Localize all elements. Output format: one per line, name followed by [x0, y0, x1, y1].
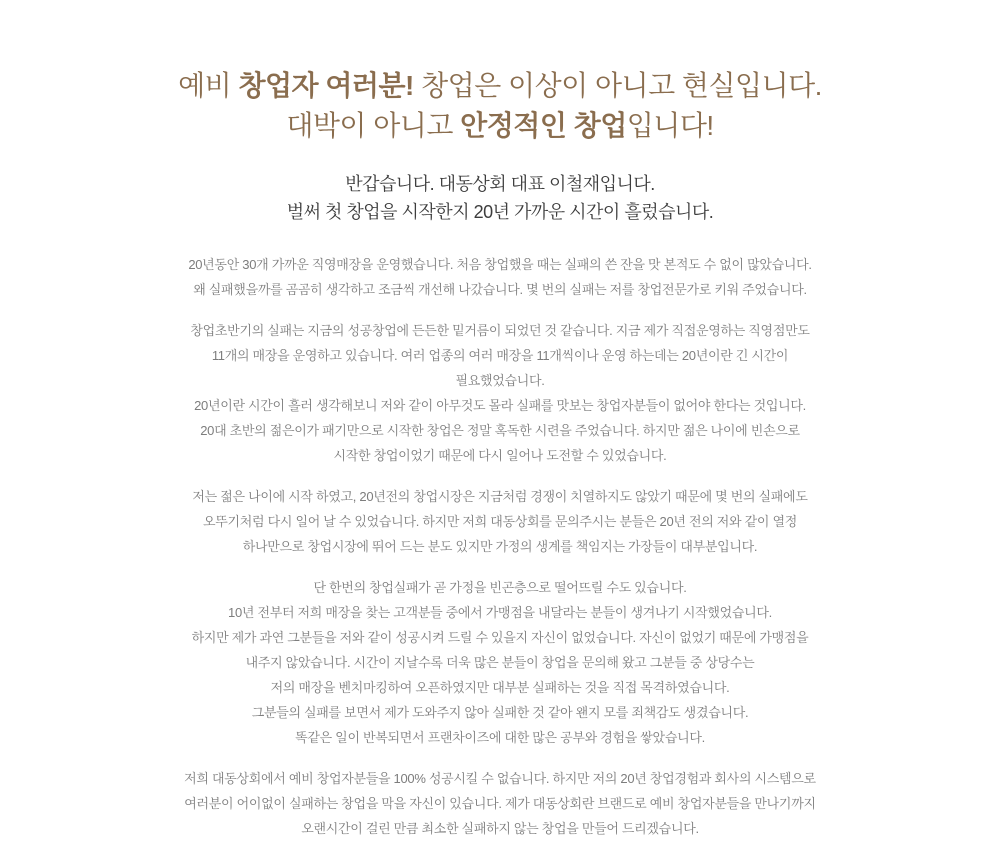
paragraph-line: 오랜시간이 걸린 만큼 최소한 실패하지 않는 창업을 만들어 드리겠습니다.	[301, 821, 699, 836]
paragraph-line: 20년이란 시간이 흘러 생각해보니 저와 같이 아무것도 몰라 실패를 맛보는 창업자분들이 없어야 한다는 것입니다.	[194, 398, 806, 413]
paragraph-line: 필요했었습니다.	[455, 373, 545, 388]
page-title-line-1	[0, 66, 1000, 106]
paragraph-line: 저희 대동상회에서 예비 창업자분들을 100% 성공시킬 수 없습니다. 하지만 저의 20년 창업경험과 회사의 시스템으로	[184, 771, 816, 786]
paragraph-line: 저는 젊은 나이에 시작 하였고, 20년전의 창업시장은 지금처럼 경쟁이 치열하지도 않았기 때문에 몇 번의 실패에도	[192, 489, 808, 504]
intro-text	[0, 170, 1000, 226]
paragraph-line: 내주지 않았습니다. 시간이 지날수록 더욱 많은 분들이 창업을 문의해 왔고 그분들 중 상당수는	[245, 655, 755, 670]
paragraph	[160, 575, 840, 750]
paragraph	[160, 318, 840, 468]
paragraph-line: 오뚜기처럼 다시 일어 날 수 있었습니다. 하지만 저희 대동상회를 문의주시는 분들은 20년 전의 저와 같이 열정	[203, 514, 797, 529]
paragraph-line: 하나만으로 창업시장에 뛰어 드는 분도 있지만 가정의 생계를 책임지는 가장들이 대부분입니다.	[242, 539, 758, 554]
paragraph-line: 11개의 매장을 운영하고 있습니다. 여러 업종의 여러 매장을 11개씩이나 운영 하는데는 20년이란 긴 시간이	[211, 348, 789, 363]
paragraph-line: 그분들의 실패를 보면서 제가 도와주지 않아 실패한 것 같아 왠지 모를 죄책감도 생겼습니다.	[251, 705, 749, 720]
paragraph-line: 시작한 창업이었기 때문에 다시 일어나 도전할 수 있었습니다.	[333, 448, 667, 463]
heading-text: 창업은 이상이 아니고 현실입니다.	[413, 70, 822, 101]
heading-text: 입니다!	[626, 110, 714, 141]
paragraph	[160, 484, 840, 559]
paragraph-line: 똑같은 일이 반복되면서 프랜차이즈에 대한 많은 공부와 경험을 쌓았습니다.	[295, 730, 705, 745]
heading-text: 예비	[178, 70, 239, 101]
paragraph-line: 저의 매장을 벤치마킹하여 오픈하였지만 대부분 실패하는 것을 직접 목격하였습니다.	[270, 680, 730, 695]
intro-line-1: 반갑습니다. 대동상회 대표 이철재입니다.	[345, 174, 655, 194]
paragraph-line: 20년동안 30개 가까운 직영매장을 운영했습니다. 처음 창업했을 때는 실패의 쓴 잔을 맛 본적도 수 없이 많았습니다.	[188, 257, 812, 272]
paragraph-line: 단 한번의 창업실패가 곧 가정을 빈곤층으로 떨어뜨릴 수도 있습니다.	[313, 580, 687, 595]
heading-emphasis: 안정적인 창업	[460, 110, 627, 141]
paragraph-line: 10년 전부터 저희 매장을 찾는 고객분들 중에서 가맹점을 내달라는 분들이 생겨나기 시작했었습니다.	[228, 605, 772, 620]
paragraph-line: 하지만 제가 과연 그분들을 저와 같이 성공시켜 드릴 수 있을지 자신이 없었습니다. 자신이 없었기 때문에 가맹점을	[191, 630, 809, 645]
body-paragraphs	[0, 252, 1000, 841]
heading-emphasis: 창업자 여러분!	[238, 70, 414, 101]
paragraph-line: 창업초반기의 실패는 지금의 성공창업에 든든한 밑거름이 되었던 것 같습니다. 지금 제가 직접운영하는 직영점만도	[190, 323, 810, 338]
paragraph-line: 여러분이 어이없이 실패하는 창업을 막을 자신이 있습니다. 제가 대동상회란 브랜드로 예비 창업자분들을 만나기까지	[184, 796, 816, 811]
paragraph-line: 왜 실패했을까를 곰곰히 생각하고 조금씩 개선해 나갔습니다. 몇 번의 실패는 저를 창업전문가로 키워 주었습니다.	[193, 282, 807, 297]
paragraph-line: 20대 초반의 젊은이가 패기만으로 시작한 창업은 정말 혹독한 시련을 주었습니다. 하지만 젊은 나이에 빈손으로	[200, 423, 800, 438]
page-title-line-2	[0, 106, 1000, 146]
paragraph	[160, 766, 840, 841]
intro-line-2: 벌써 첫 창업을 시작한지 20년 가까운 시간이 흘렀습니다.	[286, 202, 714, 222]
paragraph	[160, 252, 840, 302]
heading-text: 대박이 아니고	[286, 110, 461, 141]
page-title	[0, 66, 1000, 146]
